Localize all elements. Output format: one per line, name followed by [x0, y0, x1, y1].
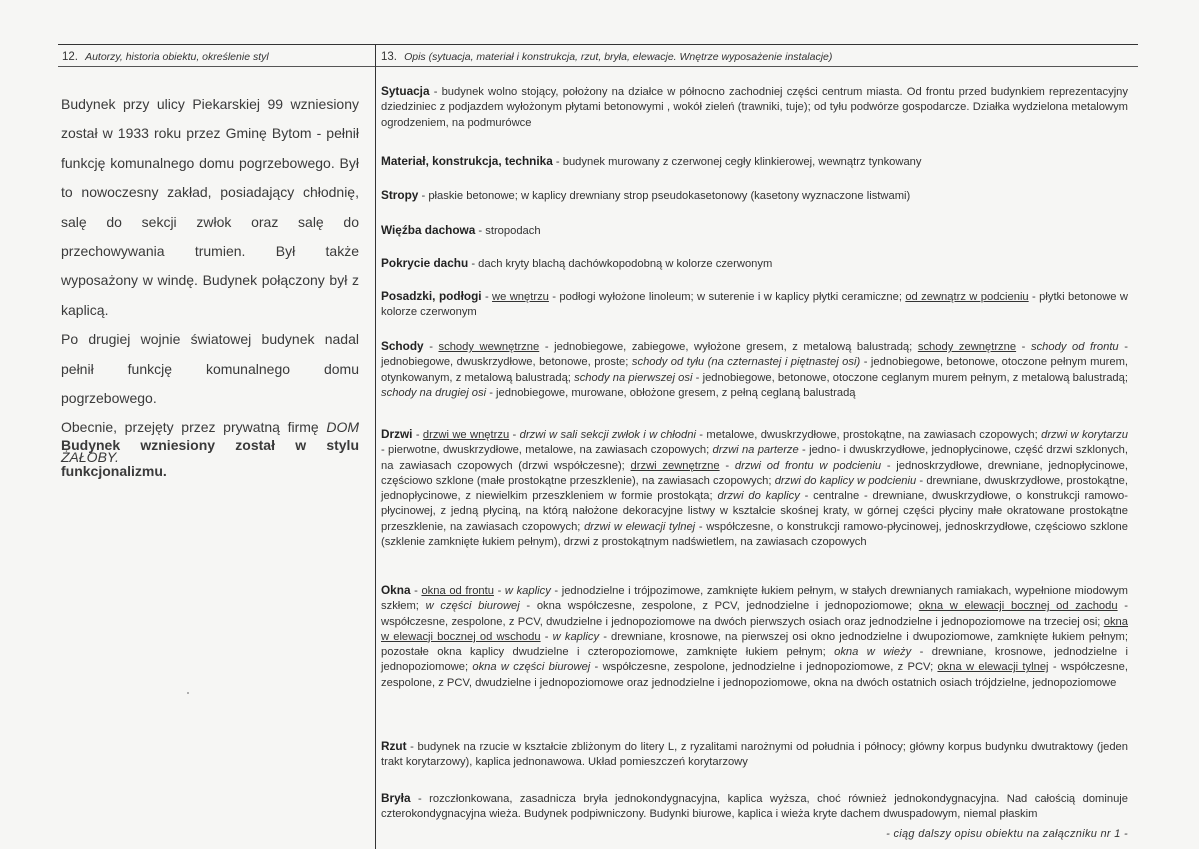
drzwi-front-porch: drzwi od frontu w podcieniu: [734, 459, 882, 472]
schody-text-4: - jednobiegowe, dwuskrzydłowe, betonowe, proste;: [381, 341, 1128, 369]
company-name: DOM ŻAŁOBY.: [61, 419, 359, 465]
drzwi-outside: drzwi zewnętrzne: [630, 459, 720, 472]
section-pokrycie: [381, 256, 1128, 272]
bryla-text: - rozczłonkowana, zasadnicza bryła jednokondygnacyjna, kaplica wyższa, choć również jednokondygnacyjna. Nad całością dominuje czterokondygnacyjna wieża. Budynek podpiwniczony. Budynki biurowe, kaplica i wieża kryte dachem dwuspadowym, niemal płaskim: [381, 793, 1128, 821]
posadzki-label: Posadzki, podłogi: [381, 289, 482, 303]
continuation-note: - ciąg dalszy opisu obiektu na załączniku nr 1 -: [886, 828, 1128, 840]
rzut-text: - budynek na rzucie w kształcie zbliżonym do litery L, z ryzalitami narożnymi od południa i północy; główny korpus budynku dwutraktowy (jeden trakt korytarzowy), kaplica jednonawowa. Układ pomieszczeń korytarzowy: [381, 741, 1128, 769]
okna-front: okna od frontu: [421, 585, 494, 597]
posadzki-text-2: - podłogi wyłożone linoleum; w suterenie i w kaplicy płytki ceramiczne;: [548, 291, 906, 303]
schody-text-5: - jednobiegowe, betonowe, otoczone pełnym murem, otynkowanym, z metalową balustradą;: [381, 356, 1128, 384]
section-posadzki: [381, 289, 1128, 321]
drzwi-text-1: -: [412, 429, 423, 441]
section-schody: [381, 339, 1128, 401]
okna-east: okna w elewacji bocznej od wschodu: [381, 615, 1128, 643]
sytuacja-text: - budynek wolno stojący, położony na działce w północno zachodniej części centrum miasta. Od frontu przed budynkiem reprezentacyjny dziedziniec z podjazdem wyłożonym płytami betonowymi , wokół zieleń (trawniki, tuje); od tyłu podwórze gospodarcze. Działka wydzielona metalowym ogrodzeniem, na podmurówce: [381, 86, 1128, 129]
material-text: - budynek murowany z czerwonej cegły klinkierowej, wewnątrz tynkowany: [552, 156, 922, 168]
right-header-title: Opis (sytuacja, materiał i konstrukcja, rzut, bryła, elewacje. Wnętrze wyposażenie instalacje): [404, 51, 833, 63]
scan-speck: [187, 692, 189, 694]
okna-text-8: - drewniane, krosnowe, jednodzielne i jednopoziomowe;: [381, 646, 1129, 674]
wiezba-label: Więźba dachowa: [381, 223, 476, 237]
drzwi-text-8: - drewniane, dwuskrzydłowe, prostokątne, jednopłycinowe, z niewielkim przeszkleniem w formie prostokąta;: [381, 474, 1128, 503]
history-text: Obecnie, przejęty przez prywatną firmę: [61, 419, 327, 436]
section-bryla: [381, 791, 1128, 823]
section-sytuacja: [381, 84, 1128, 131]
section-wiezba: [381, 223, 1128, 239]
left-column: [61, 90, 359, 472]
drzwi-text-4: - pierwotne, dwuskrzydłowe, metalowe, na zawiasach czopowych;: [381, 444, 713, 457]
section-rzut: [381, 739, 1128, 771]
section-stropy: [381, 188, 1128, 204]
schody-first-axis: schody na pierwszej osi: [574, 371, 693, 384]
okna-text-5: - współczesne, zespolone, z PCV, dwudzielne i jednopoziomowe na dwóch pierwszych osiach oraz jednodzielne i jednopoziomowe na trzeciej osi;: [381, 600, 1128, 628]
top-rule: [58, 44, 1138, 45]
okna-label: Okna: [381, 583, 411, 597]
stropy-text: - płaskie betonowe; w kaplicy drewniany strop pseudokasetonowy (kasetony wyznaczone listwami): [418, 190, 911, 202]
drzwi-rear-elevation: drzwi w elewacji tylnej: [584, 520, 696, 533]
right-header: [381, 51, 832, 63]
wiezba-text: - stropodach: [475, 225, 541, 237]
drzwi-text-10: - współczesne, o konstrukcji ramowo-płycinowej, jednoskrzydłowe, częściowo szklone (szklenie zamknięte łukiem pełnym), drzwi z prostokątnym nadświetlem, na zawiasach czopowych: [381, 520, 1128, 549]
left-header: [62, 51, 269, 63]
schody-text-1: -: [423, 341, 439, 353]
okna-text-2: -: [493, 585, 505, 597]
schody-second-axis: schody na drugiej osi: [381, 386, 487, 399]
schody-text-7: - jednobiegowe, murowane, obłożone gresem, z pełną ceglaną balustradą: [486, 386, 856, 399]
okna-east-chapel: w kaplicy: [552, 630, 600, 643]
schody-front: schody od frontu: [1030, 341, 1119, 353]
okna-chapel: w kaplicy: [504, 585, 551, 597]
drzwi-text-9: - centralne - drewniane, dwuskrzydłowe, o konstrukcji ramowo-płycinowej, z jedną płyciną, na którą nałożone dekoracyjne listwy w kształcie skośnej kraty, w górnej części płyciny małe okratowane prostokątne przeszklenie, na zawiasach czopowych;: [381, 490, 1128, 533]
drzwi-ground-floor: drzwi na parterze: [712, 444, 799, 457]
material-label: Materiał, konstrukcja, technika: [381, 154, 553, 168]
okna-office: w części biurowej: [425, 600, 520, 613]
section-material: [381, 154, 1128, 170]
posadzki-text-3: - płytki betonowe w kolorze czerwonym: [381, 291, 1128, 319]
drzwi-inside: drzwi we wnętrzu: [422, 429, 510, 441]
section-drzwi: [381, 427, 1128, 550]
okna-text-1: -: [410, 585, 422, 597]
posadzki-outside: od zewnątrz w podcieniu: [905, 291, 1029, 303]
stropy-label: Stropy: [381, 188, 419, 202]
pokrycie-label: Pokrycie dachu: [381, 256, 469, 270]
rzut-label: Rzut: [381, 739, 407, 753]
posadzki-inside: we wnętrzu: [492, 291, 549, 303]
okna-office-east: okna w części biurowej: [472, 661, 591, 674]
drzwi-text-6: -: [719, 459, 735, 472]
drzwi-text-7: - jednoskrzydłowe, drewniane, jednopłycinowe, częściowo szklone (małe prostokątne przeszklenie), na zawiasach czopowych;: [381, 459, 1128, 487]
bryla-label: Bryła: [381, 791, 411, 805]
okna-west: okna w elewacji bocznej od zachodu: [918, 600, 1118, 613]
column-divider: [375, 44, 376, 849]
history-paragraph-1: Budynek przy ulicy Piekarskiej 99 wzniesiony został w 1933 roku przez Gminę Bytom - pełnił funkcję komunalnego domu pogrzebowego. Był to nowoczesny zakład, posiadający chłodnię, salę do sekcji zwłok oraz salę do przechowywania trumien. Był także wyposażony w windę. Budynek połączony był z kaplicą.: [61, 96, 359, 318]
drzwi-text-5: - jedno- i dwuskrzydłowe, jednopłycinowe, część drzwi szklonych, na zawiasach czopowych (drzwi współczesne);: [381, 444, 1128, 472]
section-okna: [381, 583, 1128, 691]
drzwi-label: Drzwi: [381, 427, 413, 441]
pokrycie-text: - dach kryty blachą dachówkopodobną w kolorze czerwonym: [468, 258, 773, 270]
left-header-number: 12.: [62, 51, 78, 63]
posadzki-text-1: -: [481, 291, 493, 303]
okna-tower: okna w wieży: [834, 646, 912, 659]
schody-text-6: - jednobiegowe, betonowe, otoczone ceglanym murem pełnym, z metalową balustradą;: [692, 371, 1128, 384]
schody-label: Schody: [381, 339, 424, 353]
drzwi-chapel: drzwi do kaplicy: [717, 490, 800, 503]
header-rule: [58, 66, 1138, 67]
drzwi-corridor: drzwi w korytarzu: [1041, 429, 1128, 441]
okna-text-4: - okna współczesne, zespolone, z PCV, jednodzielne i jednopoziomowe;: [519, 600, 919, 613]
okna-text-9: - współczesne, zespolone, jednodzielne i jednopoziomowe, z PCV;: [590, 661, 938, 674]
okna-text-10: - współczesne, zespolone, z PCV, dwudzielne i jednopoziomowe oraz jednodzielne i jednopoziomowe, okna na dwóch ostatnich osiach trójdzielne, jednopoziomowe: [381, 661, 1128, 689]
schody-back: schody od tyłu (na czternastej i piętnastej osi): [631, 356, 861, 369]
right-header-number: 13.: [381, 51, 397, 63]
drzwi-text-3: - metalowe, dwuskrzydłowe, prostokątne, na zawiasach czopowych;: [695, 429, 1042, 441]
schody-inner: schody wewnętrzne: [438, 341, 540, 353]
left-header-title: Autorzy, historia obiektu, określenie styl: [85, 51, 269, 63]
architectural-style: Budynek wzniesiony został w stylu funkcjonalizmu.: [61, 437, 359, 479]
drzwi-autopsy-room: drzwi w sali sekcji zwłok i w chłodni: [519, 429, 696, 441]
drzwi-text-2: -: [509, 429, 520, 441]
okna-rear: okna w elewacji tylnej: [937, 661, 1049, 674]
schody-text-3: -: [1016, 341, 1031, 353]
sytuacja-label: Sytuacja: [381, 84, 430, 98]
okna-text-6: -: [540, 630, 553, 643]
schody-text-2: - jednobiegowe, zabiegowe, wyłożone gresem, z metalową balustradą;: [539, 341, 918, 353]
okna-text-3: - jednodzielne i trójpozimowe, zamknięte łukiem pełnym, w stałych drewnianych ramiakach, wypełnione miodowym szkłem;: [381, 585, 1129, 613]
okna-text-7: - drewniane, krosnowe, na pierwszej osi okno jednodzielne i dwupoziomowe, zamknięte łukiem pełnym; pozostałe okna kaplicy dwudzielne i czteropoziomowe, zamknięte łukiem pełnym;: [381, 630, 1128, 659]
drzwi-chapel-porch: drzwi do kaplicy w podcieniu: [774, 474, 917, 487]
schody-outer: schody zewnętrzne: [917, 341, 1017, 353]
history-paragraph-2: Po drugiej wojnie światowej budynek nadal pełnił funkcję komunalnego domu pogrzebowego.: [61, 331, 359, 407]
